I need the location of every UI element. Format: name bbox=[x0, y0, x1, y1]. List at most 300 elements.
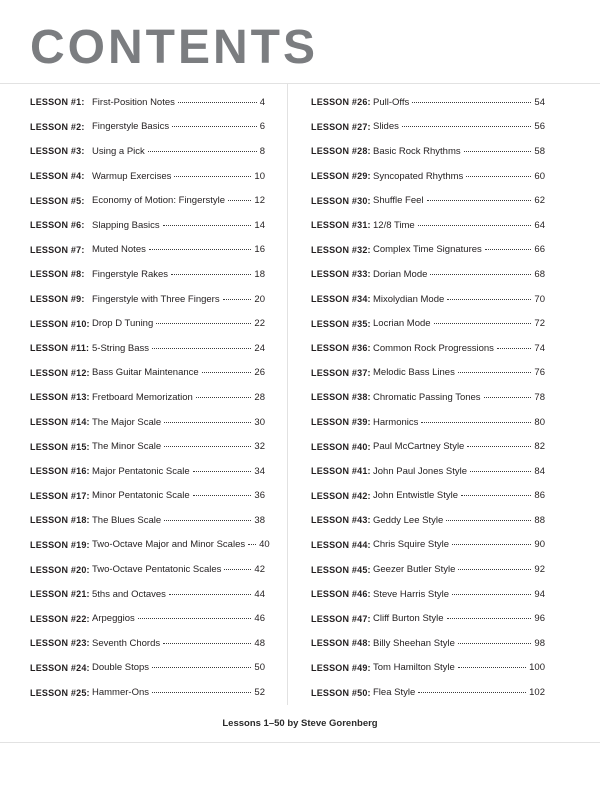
toc-row bbox=[311, 606, 545, 631]
toc-column-right bbox=[287, 84, 600, 705]
toc-row bbox=[311, 459, 545, 484]
toc-row bbox=[30, 434, 265, 459]
toc-row bbox=[30, 680, 265, 705]
lesson-label: LESSON #30: bbox=[311, 195, 371, 206]
lesson-entry bbox=[373, 441, 545, 452]
lesson-entry bbox=[92, 392, 265, 403]
lesson-label: LESSON #18: bbox=[30, 515, 90, 526]
toc-row bbox=[30, 459, 265, 484]
lesson-title: Billy Sheehan Style bbox=[373, 637, 455, 649]
dotted-leader bbox=[447, 618, 532, 619]
page-title: CONTENTS bbox=[30, 21, 318, 74]
dotted-leader bbox=[152, 348, 251, 349]
lesson-label: LESSON #13: bbox=[30, 392, 90, 403]
lesson-title: The Major Scale bbox=[92, 416, 162, 428]
lesson-entry bbox=[373, 392, 545, 403]
toc-row bbox=[311, 533, 545, 558]
toc-row bbox=[311, 115, 545, 140]
lesson-page: 48 bbox=[254, 637, 265, 649]
lesson-title: Chromatic Passing Tones bbox=[373, 391, 481, 403]
lesson-page: 88 bbox=[534, 514, 545, 526]
lesson-label: LESSON #41: bbox=[311, 466, 371, 477]
dotted-leader bbox=[196, 397, 252, 398]
dotted-leader bbox=[228, 200, 251, 201]
toc-row bbox=[311, 287, 545, 312]
bottom-divider bbox=[0, 742, 600, 743]
lesson-page: 52 bbox=[254, 687, 265, 699]
dotted-leader bbox=[152, 667, 251, 668]
dotted-leader bbox=[172, 126, 257, 127]
lesson-entry bbox=[92, 638, 265, 649]
lesson-label: LESSON #4: bbox=[30, 171, 85, 182]
lesson-title: The Minor Scale bbox=[92, 441, 162, 453]
lesson-title: Two-Octave Pentatonic Scales bbox=[92, 564, 222, 576]
lesson-label: LESSON #29: bbox=[311, 171, 371, 182]
lesson-label: LESSON #6: bbox=[30, 220, 85, 231]
lesson-label: LESSON #47: bbox=[311, 613, 371, 624]
dotted-leader bbox=[430, 274, 531, 275]
lesson-page: 8 bbox=[259, 145, 265, 157]
lesson-entry bbox=[373, 589, 545, 600]
lesson-page: 50 bbox=[254, 662, 265, 674]
lesson-entry bbox=[373, 269, 545, 280]
dotted-leader bbox=[452, 544, 531, 545]
lesson-title: Geezer Butler Style bbox=[373, 564, 456, 576]
lesson-entry bbox=[373, 515, 545, 526]
toc-row bbox=[30, 606, 265, 631]
lesson-label: LESSON #42: bbox=[311, 490, 371, 501]
lesson-label: LESSON #36: bbox=[311, 343, 371, 354]
lesson-entry bbox=[92, 269, 265, 280]
lesson-title: Minor Pentatonic Scale bbox=[92, 490, 190, 502]
lesson-page: 30 bbox=[254, 416, 265, 428]
lesson-page: 4 bbox=[259, 96, 265, 108]
lesson-page: 10 bbox=[254, 170, 265, 182]
lesson-entry bbox=[373, 171, 545, 182]
toc-column-left bbox=[0, 84, 287, 705]
lesson-label: LESSON #5: bbox=[30, 195, 85, 206]
dotted-leader bbox=[458, 667, 526, 668]
dotted-leader bbox=[178, 102, 257, 103]
lesson-title: Arpeggios bbox=[92, 613, 135, 625]
lesson-page: 24 bbox=[254, 342, 265, 354]
dotted-leader bbox=[484, 397, 532, 398]
dotted-leader bbox=[402, 126, 532, 127]
lesson-page: 40 bbox=[259, 539, 270, 551]
lesson-page: 82 bbox=[534, 441, 545, 453]
lesson-page: 16 bbox=[254, 244, 265, 256]
lesson-label: LESSON #25: bbox=[30, 687, 90, 698]
lesson-page: 68 bbox=[534, 268, 545, 280]
lesson-label: LESSON #50: bbox=[311, 687, 371, 698]
lesson-page: 92 bbox=[534, 564, 545, 576]
lesson-entry bbox=[92, 441, 265, 452]
lesson-entry bbox=[92, 662, 265, 673]
lesson-title: Slapping Basics bbox=[92, 219, 160, 231]
lesson-title: Locrian Mode bbox=[373, 318, 431, 330]
lesson-page: 18 bbox=[254, 268, 265, 280]
lesson-entry bbox=[92, 294, 265, 305]
lesson-page: 72 bbox=[534, 318, 545, 330]
lesson-label: LESSON #44: bbox=[311, 539, 371, 550]
lesson-page: 96 bbox=[534, 613, 545, 625]
dotted-leader bbox=[427, 200, 532, 201]
toc-row bbox=[30, 631, 265, 656]
toc-row bbox=[30, 385, 265, 410]
lesson-label: LESSON #23: bbox=[30, 638, 90, 649]
toc-row bbox=[311, 434, 545, 459]
toc-row bbox=[30, 188, 265, 213]
dotted-leader bbox=[223, 299, 252, 300]
toc-row bbox=[30, 213, 265, 238]
lesson-entry bbox=[92, 589, 265, 600]
toc-row bbox=[30, 287, 265, 312]
lesson-page: 28 bbox=[254, 391, 265, 403]
lesson-title: Bass Guitar Maintenance bbox=[92, 367, 199, 379]
lesson-title: Steve Harris Style bbox=[373, 588, 450, 600]
lesson-entry bbox=[373, 146, 545, 157]
lesson-page: 74 bbox=[534, 342, 545, 354]
dotted-leader bbox=[202, 372, 252, 373]
toc-row bbox=[30, 262, 265, 287]
lesson-title: Warmup Exercises bbox=[92, 170, 172, 182]
lesson-page: 80 bbox=[534, 416, 545, 428]
lesson-title: Common Rock Progressions bbox=[373, 342, 494, 354]
lesson-entry bbox=[373, 121, 545, 132]
lesson-entry bbox=[373, 564, 545, 575]
lesson-page: 12 bbox=[254, 195, 265, 207]
lesson-title: Slides bbox=[373, 121, 399, 133]
lesson-label: LESSON #43: bbox=[311, 515, 371, 526]
lesson-label: LESSON #20: bbox=[30, 564, 90, 575]
dotted-leader bbox=[485, 249, 532, 250]
dotted-leader bbox=[193, 495, 252, 496]
dotted-leader bbox=[164, 422, 251, 423]
lesson-title: 12/8 Time bbox=[373, 219, 415, 231]
lesson-label: LESSON #14: bbox=[30, 417, 90, 428]
lesson-title: John Entwistle Style bbox=[373, 490, 459, 502]
lesson-entry bbox=[373, 638, 545, 649]
lesson-title: Hammer-Ons bbox=[92, 687, 150, 699]
toc-row bbox=[311, 262, 545, 287]
lesson-entry bbox=[92, 417, 265, 428]
lesson-page: 64 bbox=[534, 219, 545, 231]
lesson-title: Paul McCartney Style bbox=[373, 441, 465, 453]
dotted-leader bbox=[163, 225, 252, 226]
lesson-label: LESSON #32: bbox=[311, 244, 371, 255]
dotted-leader bbox=[152, 692, 251, 693]
lesson-label: LESSON #26: bbox=[311, 97, 371, 108]
toc-row bbox=[30, 311, 265, 336]
lesson-label: LESSON #27: bbox=[311, 121, 371, 132]
lesson-label: LESSON #7: bbox=[30, 244, 85, 255]
lesson-entry bbox=[92, 687, 265, 698]
dotted-leader bbox=[418, 692, 526, 693]
dotted-leader bbox=[418, 225, 532, 226]
toc-row bbox=[30, 508, 265, 533]
lesson-title: Drop D Tuning bbox=[92, 318, 154, 330]
toc-row bbox=[30, 164, 265, 189]
toc-row bbox=[311, 311, 545, 336]
lesson-label: LESSON #34: bbox=[311, 294, 371, 305]
lesson-title: First-Position Notes bbox=[92, 96, 175, 108]
toc-row bbox=[311, 361, 545, 386]
lesson-label: LESSON #49: bbox=[311, 662, 371, 673]
lesson-label: LESSON #22: bbox=[30, 613, 90, 624]
lesson-label: LESSON #46: bbox=[311, 589, 371, 600]
lesson-entry bbox=[92, 220, 265, 231]
lesson-entry bbox=[373, 195, 545, 206]
lesson-label: LESSON #45: bbox=[311, 564, 371, 575]
toc-row bbox=[311, 385, 545, 410]
toc-row bbox=[311, 680, 545, 705]
dotted-leader bbox=[149, 249, 252, 250]
lesson-entry bbox=[92, 121, 265, 132]
lesson-title: Dorian Mode bbox=[373, 268, 428, 280]
lesson-page: 70 bbox=[534, 293, 545, 305]
lesson-page: 38 bbox=[254, 514, 265, 526]
toc-row bbox=[311, 631, 545, 656]
toc-row bbox=[30, 557, 265, 582]
lesson-page: 20 bbox=[254, 293, 265, 305]
lesson-title: Complex Time Signatures bbox=[373, 244, 482, 256]
toc-row bbox=[30, 115, 265, 140]
lesson-entry bbox=[373, 687, 545, 698]
lesson-page: 90 bbox=[534, 539, 545, 551]
dotted-leader bbox=[464, 151, 532, 152]
lesson-title: Pull-Offs bbox=[373, 96, 410, 108]
dotted-leader bbox=[171, 274, 251, 275]
lesson-entry bbox=[373, 367, 545, 378]
toc-row bbox=[311, 164, 545, 189]
lesson-page: 78 bbox=[534, 391, 545, 403]
lesson-title: Fretboard Memorization bbox=[92, 391, 193, 403]
lesson-page: 84 bbox=[534, 465, 545, 477]
lesson-title: Cliff Burton Style bbox=[373, 613, 444, 625]
dotted-leader bbox=[174, 176, 251, 177]
toc-row bbox=[30, 361, 265, 386]
lesson-page: 56 bbox=[534, 121, 545, 133]
lesson-title: Mixolydian Mode bbox=[373, 293, 445, 305]
lesson-page: 34 bbox=[254, 465, 265, 477]
lesson-label: LESSON #17: bbox=[30, 490, 90, 501]
toc-row bbox=[30, 139, 265, 164]
lesson-label: LESSON #16: bbox=[30, 466, 90, 477]
lesson-page: 32 bbox=[254, 441, 265, 453]
dotted-leader bbox=[461, 495, 531, 496]
lesson-entry bbox=[373, 318, 545, 329]
lesson-label: LESSON #2: bbox=[30, 121, 85, 132]
lesson-title: The Blues Scale bbox=[92, 514, 162, 526]
lesson-title: Seventh Chords bbox=[92, 637, 161, 649]
dotted-leader bbox=[434, 323, 532, 324]
lesson-entry bbox=[373, 490, 545, 501]
dotted-leader bbox=[467, 446, 531, 447]
dotted-leader bbox=[447, 299, 531, 300]
lesson-page: 26 bbox=[254, 367, 265, 379]
dotted-leader bbox=[466, 176, 531, 177]
dotted-leader bbox=[452, 594, 531, 595]
lesson-entry bbox=[373, 97, 545, 108]
lesson-entry bbox=[92, 318, 265, 329]
lesson-entry bbox=[92, 171, 265, 182]
toc-row bbox=[311, 213, 545, 238]
toc-row bbox=[311, 139, 545, 164]
lesson-label: LESSON #40: bbox=[311, 441, 371, 452]
lesson-label: LESSON #37: bbox=[311, 367, 371, 378]
dotted-leader bbox=[458, 372, 532, 373]
toc-row bbox=[30, 238, 265, 263]
lesson-title: Chris Squire Style bbox=[373, 539, 450, 551]
toc-row bbox=[311, 188, 545, 213]
lesson-title: Syncopated Rhythms bbox=[373, 170, 464, 182]
lesson-page: 36 bbox=[254, 490, 265, 502]
dotted-leader bbox=[412, 102, 531, 103]
lesson-entry bbox=[373, 294, 545, 305]
lesson-title: Harmonics bbox=[373, 416, 419, 428]
lesson-entry bbox=[373, 466, 545, 477]
lesson-label: LESSON #10: bbox=[30, 318, 90, 329]
lesson-page: 94 bbox=[534, 588, 545, 600]
lesson-label: LESSON #39: bbox=[311, 417, 371, 428]
toc-row bbox=[311, 484, 545, 509]
lesson-label: LESSON #9: bbox=[30, 294, 85, 305]
lesson-entry bbox=[92, 490, 265, 501]
lesson-label: LESSON #35: bbox=[311, 318, 371, 329]
lesson-label: LESSON #19: bbox=[30, 539, 90, 550]
lesson-title: John Paul Jones Style bbox=[373, 465, 468, 477]
lesson-title: Double Stops bbox=[92, 662, 150, 674]
lesson-label: LESSON #48: bbox=[311, 638, 371, 649]
toc-row bbox=[311, 557, 545, 582]
toc-columns bbox=[0, 84, 600, 705]
dotted-leader bbox=[470, 471, 531, 472]
lesson-entry bbox=[92, 97, 265, 108]
lesson-label: LESSON #15: bbox=[30, 441, 90, 452]
lesson-entry bbox=[373, 343, 545, 354]
lesson-title: Shuffle Feel bbox=[373, 195, 424, 207]
lesson-title: Geddy Lee Style bbox=[373, 514, 444, 526]
footer-credit: Lessons 1–50 by Steve Gorenberg bbox=[222, 717, 378, 729]
lesson-label: LESSON #24: bbox=[30, 662, 90, 673]
lesson-entry bbox=[373, 220, 545, 231]
lesson-label: LESSON #8: bbox=[30, 269, 85, 280]
dotted-leader bbox=[421, 422, 531, 423]
lesson-entry bbox=[373, 662, 545, 673]
lesson-entry bbox=[92, 244, 265, 255]
lesson-title: Basic Rock Rhythms bbox=[373, 145, 461, 157]
lesson-title: Fingerstyle Rakes bbox=[92, 268, 169, 280]
dotted-leader bbox=[164, 446, 251, 447]
lesson-page: 22 bbox=[254, 318, 265, 330]
dotted-leader bbox=[224, 569, 251, 570]
lesson-page: 66 bbox=[534, 244, 545, 256]
dotted-leader bbox=[248, 544, 256, 545]
dotted-leader bbox=[164, 520, 251, 521]
lesson-entry bbox=[92, 515, 265, 526]
lesson-page: 58 bbox=[534, 145, 545, 157]
dotted-leader bbox=[156, 323, 251, 324]
lesson-label: LESSON #1: bbox=[30, 97, 85, 108]
toc-row bbox=[311, 410, 545, 435]
lesson-page: 98 bbox=[534, 637, 545, 649]
lesson-title: Flea Style bbox=[373, 687, 416, 699]
toc-row bbox=[311, 656, 545, 681]
toc-row bbox=[311, 336, 545, 361]
dotted-leader bbox=[446, 520, 531, 521]
toc-row bbox=[30, 410, 265, 435]
toc-row bbox=[30, 90, 265, 115]
lesson-entry bbox=[373, 613, 545, 624]
lesson-entry bbox=[92, 564, 265, 575]
lesson-label: LESSON #31: bbox=[311, 220, 371, 231]
lesson-title: Tom Hamilton Style bbox=[373, 662, 455, 674]
lesson-title: Fingerstyle with Three Fingers bbox=[92, 293, 220, 305]
lesson-page: 44 bbox=[254, 588, 265, 600]
lesson-label: LESSON #38: bbox=[311, 392, 371, 403]
lesson-title: Major Pentatonic Scale bbox=[92, 465, 190, 477]
lesson-title: Economy of Motion: Fingerstyle bbox=[92, 195, 226, 207]
toc-row bbox=[30, 656, 265, 681]
toc-row bbox=[311, 508, 545, 533]
dotted-leader bbox=[138, 618, 252, 619]
lesson-title: 5-String Bass bbox=[92, 342, 150, 354]
lesson-page: 62 bbox=[534, 195, 545, 207]
dotted-leader bbox=[458, 569, 531, 570]
lesson-entry bbox=[92, 613, 265, 624]
toc-row bbox=[30, 336, 265, 361]
lesson-page: 6 bbox=[259, 121, 265, 133]
lesson-page: 54 bbox=[534, 96, 545, 108]
lesson-entry bbox=[92, 146, 265, 157]
dotted-leader bbox=[193, 471, 252, 472]
lesson-page: 100 bbox=[529, 662, 545, 674]
lesson-page: 42 bbox=[254, 564, 265, 576]
lesson-title: Melodic Bass Lines bbox=[373, 367, 455, 379]
lesson-entry bbox=[373, 417, 545, 428]
lesson-entry bbox=[92, 195, 265, 206]
dotted-leader bbox=[148, 151, 257, 152]
dotted-leader bbox=[163, 643, 251, 644]
dotted-leader bbox=[169, 594, 251, 595]
lesson-page: 14 bbox=[254, 219, 265, 231]
lesson-title: Fingerstyle Basics bbox=[92, 121, 170, 133]
toc-row bbox=[30, 582, 265, 607]
lesson-label: LESSON #3: bbox=[30, 146, 85, 157]
lesson-label: LESSON #11: bbox=[30, 343, 90, 354]
toc-row bbox=[311, 582, 545, 607]
lesson-entry bbox=[373, 539, 545, 550]
lesson-label: LESSON #12: bbox=[30, 367, 90, 378]
lesson-title: 5ths and Octaves bbox=[92, 588, 166, 600]
lesson-entry bbox=[92, 367, 265, 378]
lesson-label: LESSON #21: bbox=[30, 589, 90, 600]
lesson-page: 102 bbox=[529, 687, 545, 699]
lesson-title: Two-Octave Major and Minor Scales bbox=[92, 539, 246, 551]
lesson-page: 76 bbox=[534, 367, 545, 379]
lesson-title: Muted Notes bbox=[92, 244, 146, 256]
lesson-entry bbox=[92, 343, 265, 354]
toc-row bbox=[30, 533, 270, 558]
lesson-entry bbox=[92, 466, 265, 477]
toc-row bbox=[311, 238, 545, 263]
dotted-leader bbox=[458, 643, 532, 644]
lesson-entry bbox=[92, 539, 270, 550]
toc-row bbox=[30, 484, 265, 509]
lesson-title: Using a Pick bbox=[92, 145, 145, 157]
lesson-label: LESSON #28: bbox=[311, 146, 371, 157]
dotted-leader bbox=[497, 348, 532, 349]
